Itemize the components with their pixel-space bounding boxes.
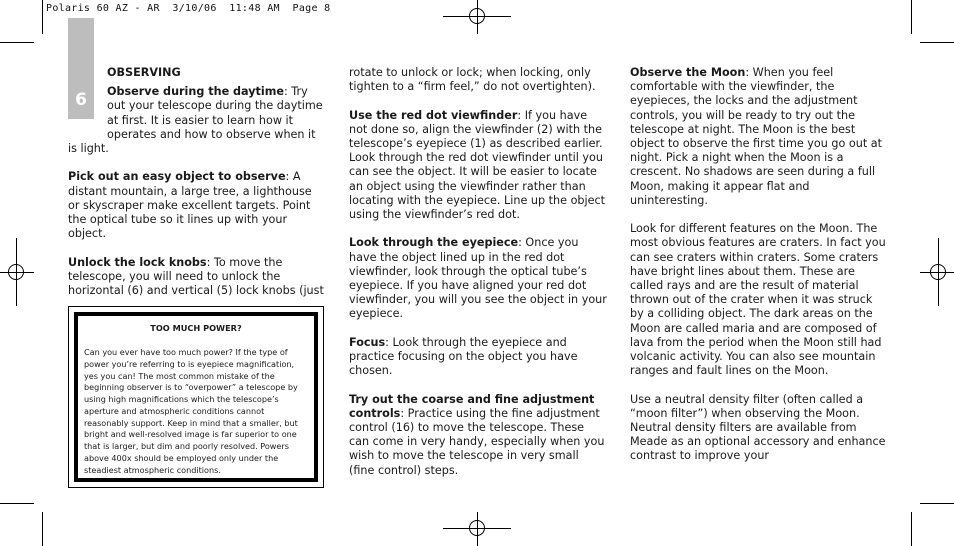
moon-title: Observe the Moon (630, 66, 746, 79)
print-slug: Polaris 60 AZ - AR 3/10/06 11:48 AM Page 8 (46, 3, 331, 14)
crop-mark-tl-v (42, 0, 43, 34)
paragraph-easy-object: Pick out an easy object to observe: A distant mountain, a large tree, a lighthouse or skyscraper make excellent targets. Point the optical tube so it lines up with your object. (68, 170, 312, 241)
paragraph-lock-cont: rotate to unlock or lock; when locking, only tighten to a “firm feel,” do not overtighten). (349, 66, 596, 94)
column-3 (630, 66, 888, 478)
paragraph-moon: Observe the Moon: When you feel comfortable with the viewfinder, the eyepieces, the locks and the adjustment controls, you will be ready to try out the telescope at night. The Moon is the best object to observe the first time you go out at night. Pick a night when the Moon is a crescent. No shadows are seen during a full Moon, making it appear flat and uninteresting. (630, 66, 883, 207)
crop-mark-tl-h (0, 42, 34, 43)
paragraph-lock-knobs: Unlock the lock knobs: To move the telescope, you will need to unlock the horizontal (6) and vertical (5) lock knobs (just (68, 255, 324, 298)
crop-mark-tr-h (920, 42, 954, 43)
focus-title: Focus (349, 335, 386, 349)
daytime-title: Observe during the daytime (107, 85, 284, 99)
column-1 (68, 66, 324, 312)
crop-mark-tr-v (911, 0, 912, 34)
paragraph-moon-features: Look for different features on the Moon. The most obvious features are craters. In fact you can see craters within craters. Some craters have bright lines about them. These are called rays and are the result of material thrown out of the crater when it was struck by a colliding object. The dark areas on the Moon are called maria and are composed of lava from the period when the Moon still had volcanic activity. You can also see mountain ranges and fault lines on the Moon. (630, 222, 886, 378)
crop-mark-bl-v (42, 512, 43, 546)
eyepiece-title: Look through the eyepiece (349, 236, 519, 250)
red-dot-title: Use the red dot viewfinder (349, 108, 518, 122)
paragraph-moon-filter: Use a neutral density filter (often called a “moon filter”) when observing the Moon. Neutral density filters are available from Meade as an optional accessory and enhance contrast to improve your (630, 392, 886, 463)
section-heading: OBSERVING (107, 66, 181, 79)
box-text: Can you ever have too much power? If the type of power you’re referring to is eyepiece magnification, yes you can! The most common mistake of the beginning observer is to “overpower” a telescope by using high magnifications which the telescope’s aperture and atmospheric conditions cannot reasonably support. Keep in mind that a smaller, but bright and well-resolved image is far superior to one that is larger, but dim and poorly resolved. Powers above 400x should be employed only under the steadiest atmospheric conditions. (84, 347, 298, 475)
paragraph-daytime: Observe during the daytime: Try out your telescope during the daytime at first. It is easier to learn how it operates and how to observe when it is light. (68, 85, 323, 156)
too-much-power-box (68, 306, 324, 488)
easy-object-title: Pick out an easy object to observe (68, 170, 286, 184)
paragraph-eyepiece: Look through the eyepiece: Once you have the object lined up in the red dot viewfinder, look through the optical tube’s eyepiece. If you have aligned your red dot viewfinder, you will you see the object in your eyepiece. (349, 236, 607, 321)
crop-mark-br-h (920, 503, 954, 504)
box-title: TOO MUCH POWER? (150, 323, 242, 333)
crop-mark-br-v (911, 512, 912, 546)
crop-mark-bl-h (0, 503, 34, 504)
paragraph-adjustment: Try out the coarse and fine adjustment controls: Practice using the fine adjustment control (16) to move the telescope. These can come in very handy, especially when you wish to move the telescope in very small (fine control) steps. (349, 392, 605, 477)
column-2 (349, 66, 607, 492)
page-number: 6 (75, 90, 87, 110)
lock-knobs-title: Unlock the lock knobs (68, 255, 207, 269)
adjustment-title: Try out the coarse and fine adjustment controls (349, 392, 595, 420)
paragraph-red-dot: Use the red dot viewfinder: If you have not done so, align the viewfinder (2) with the telescope’s eyepiece (1) as described earlier. Look through the red dot viewfinder until you can see the object. It will be easier to locate an object using the viewfinder rather than locating with the eyepiece. Line up the object using the viewfinder’s red dot. (349, 108, 606, 222)
paragraph-focus: Focus: Look through the eyepiece and practice focusing on the object you have chosen. (349, 335, 578, 378)
